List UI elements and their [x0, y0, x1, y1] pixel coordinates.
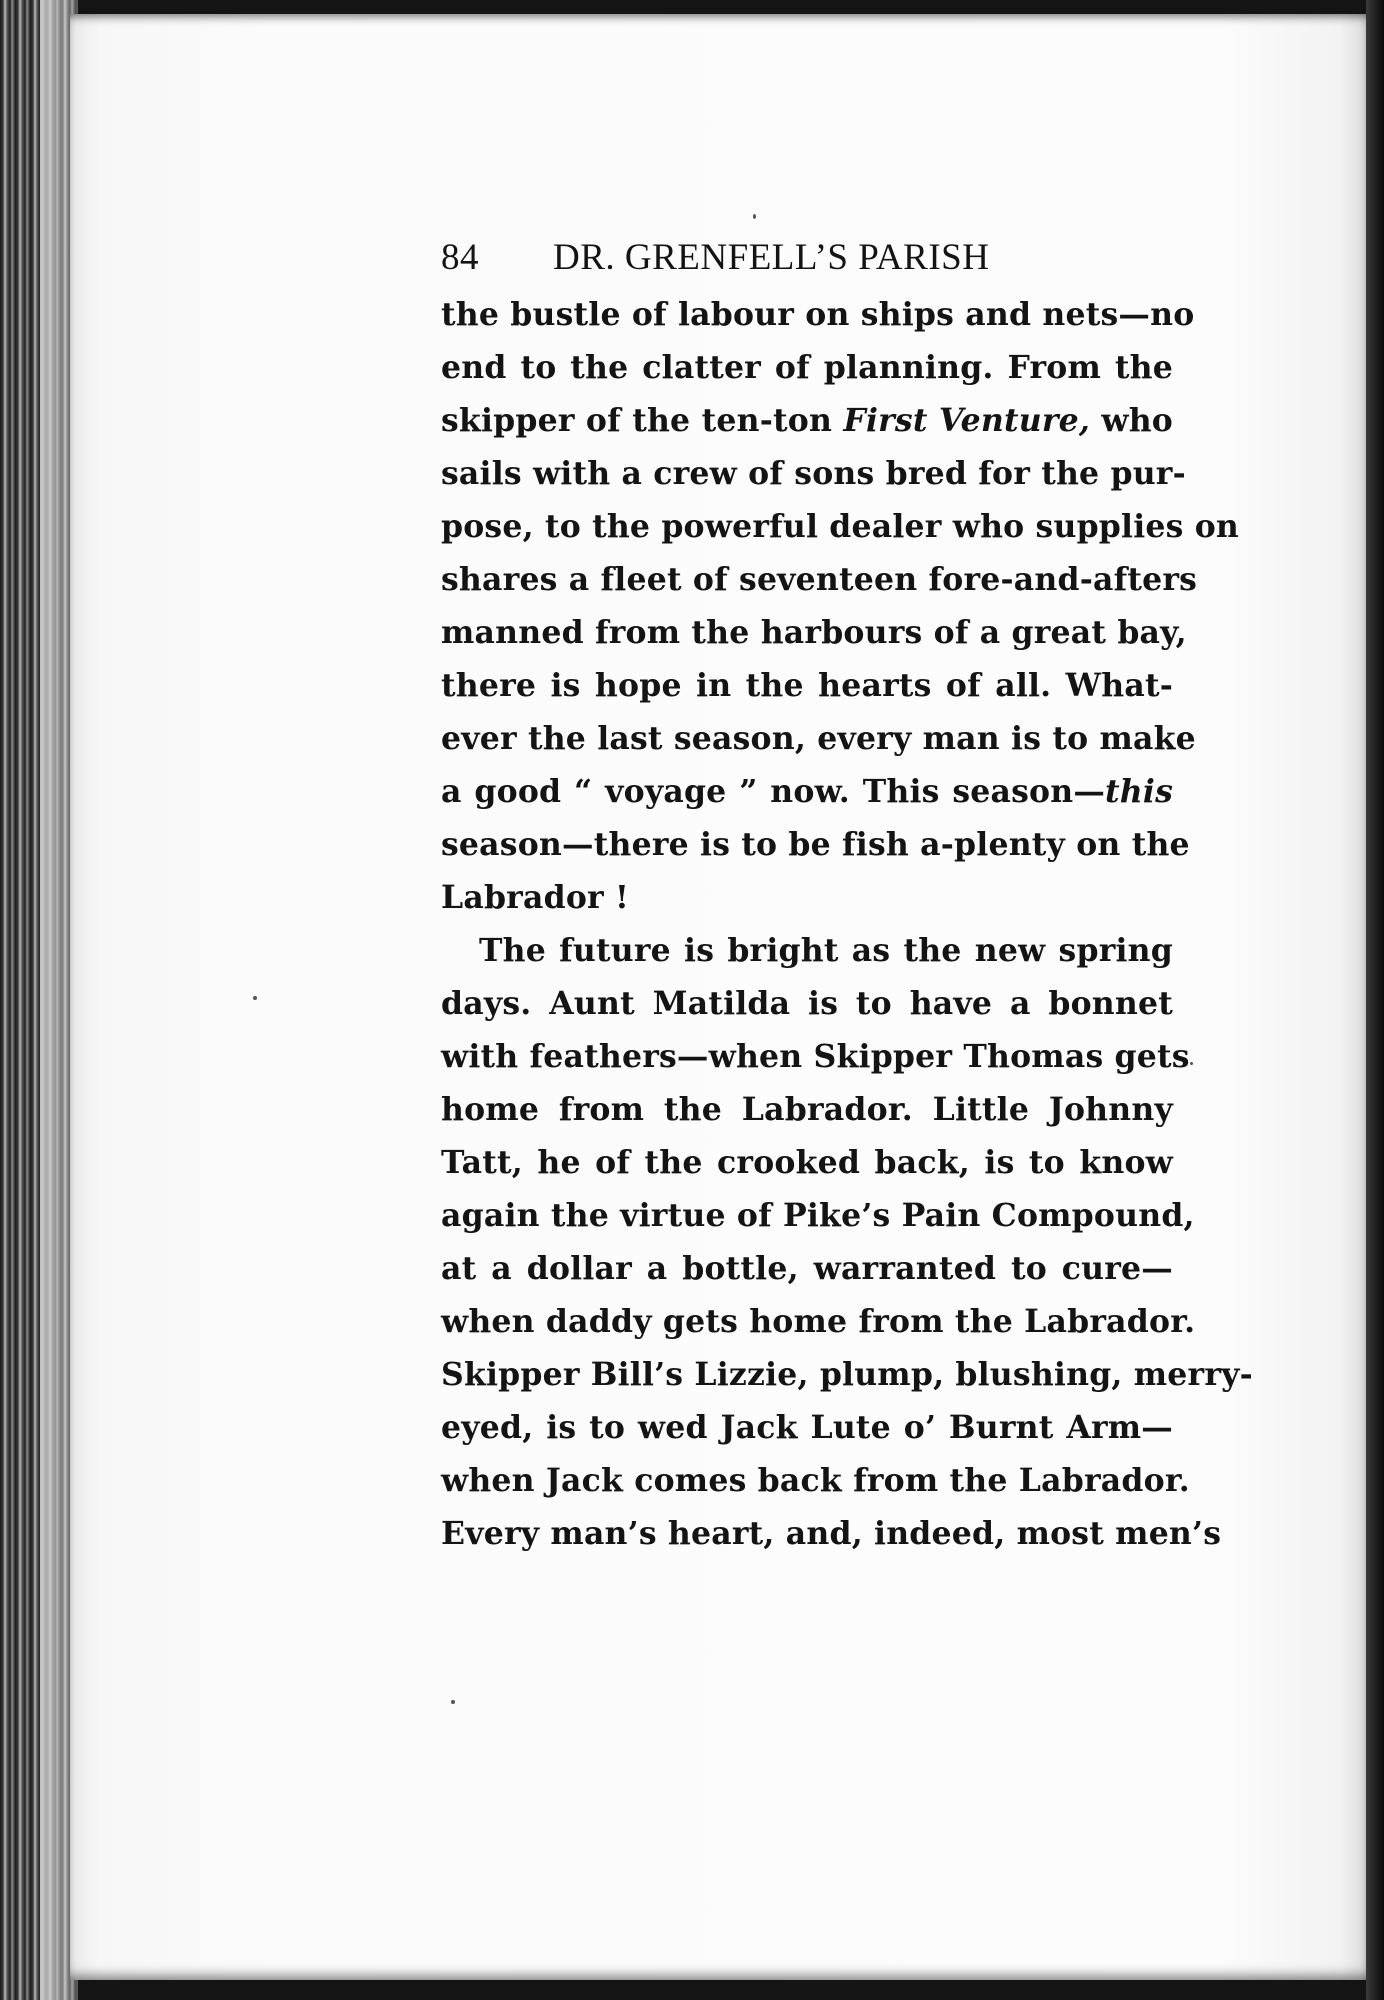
- text-line: [441, 1295, 1196, 1348]
- text-line: [441, 1030, 1190, 1083]
- text-line: [441, 1242, 1173, 1295]
- text-run: skipper of the ten-ton: [441, 402, 844, 439]
- running-title: DR. GRENFELL’S PARISH: [553, 237, 990, 278]
- text-line: [441, 500, 1240, 553]
- text-line: [441, 1401, 1173, 1454]
- paper-speck: [1190, 1062, 1193, 1065]
- text-line: [441, 659, 1173, 712]
- text-run: manned from the harbours of a great bay,: [441, 614, 1187, 651]
- text-run: Tatt, he of the crooked back, is to know: [441, 1144, 1173, 1181]
- text-line: [441, 871, 1173, 924]
- text-line: [441, 924, 1173, 977]
- text-run: The future is bright as the new spring: [479, 932, 1173, 969]
- text-line: [441, 341, 1173, 394]
- page-text: [441, 228, 1253, 1560]
- text-line: [441, 447, 1186, 500]
- text-run: Labrador !: [441, 879, 630, 916]
- italic-text: First Venture,: [843, 402, 1091, 439]
- paper-speck: [253, 996, 257, 1000]
- paper-speck: [451, 1700, 455, 1704]
- text-run: the bustle of labour on ships and nets—no: [441, 296, 1195, 333]
- text-line: [441, 1136, 1173, 1189]
- text-line: [441, 818, 1190, 871]
- text-run: at a dollar a bottle, warranted to cure—: [441, 1250, 1173, 1287]
- text-line: [441, 765, 1173, 818]
- text-line: [441, 1454, 1190, 1507]
- text-run: days. Aunt Matilda is to have a bonnet: [441, 985, 1173, 1022]
- text-run: who: [1090, 402, 1174, 439]
- paper-speck: [753, 214, 756, 219]
- text-line: [441, 288, 1195, 341]
- text-line: [441, 1083, 1173, 1136]
- text-run: Skipper Bill’s Lizzie, plump, blushing, merry-: [441, 1356, 1253, 1393]
- text-run: when daddy gets home from the Labrador.: [441, 1303, 1196, 1340]
- text-run: eyed, is to wed Jack Lute o’ Burnt Arm—: [441, 1409, 1173, 1446]
- text-run: sails with a crew of sons bred for the pur-: [441, 455, 1186, 492]
- italic-text: this: [1105, 773, 1173, 810]
- text-run: home from the Labrador. Little Johnny: [441, 1091, 1173, 1128]
- text-run: with feathers—when Skipper Thomas gets: [441, 1038, 1190, 1075]
- text-line: [441, 1507, 1222, 1560]
- text-run: Every man’s heart, and, indeed, most men’s: [441, 1515, 1222, 1552]
- text-run: there is hope in the hearts of all. What-: [441, 667, 1173, 704]
- right-page-edge: [1366, 0, 1384, 2000]
- paragraph: [441, 924, 1253, 1560]
- running-header: [441, 228, 1173, 288]
- text-run: end to the clatter of planning. From the: [441, 349, 1173, 386]
- text-run: when Jack comes back from the Labrador.: [441, 1462, 1190, 1499]
- text-line: [441, 553, 1198, 606]
- text-run: a good “ voyage ” now. This season—: [441, 773, 1106, 810]
- text-line: [441, 1348, 1253, 1401]
- text-run: ever the last season, every man is to make: [441, 720, 1196, 757]
- page-number: 84: [441, 237, 479, 278]
- text-run: shares a fleet of seventeen fore-and-afters: [441, 561, 1198, 598]
- text-run: season—there is to be fish a-plenty on the: [441, 826, 1190, 863]
- text-line: [441, 977, 1173, 1030]
- text-line: [441, 606, 1187, 659]
- text-run: again the virtue of Pike’s Pain Compound,: [441, 1197, 1195, 1234]
- text-line: [441, 712, 1196, 765]
- text-run: pose, to the powerful dealer who supplies on: [441, 508, 1240, 545]
- body-text: [441, 288, 1253, 1560]
- paragraph: [441, 288, 1240, 924]
- text-line: [441, 394, 1173, 447]
- text-line: [441, 1189, 1195, 1242]
